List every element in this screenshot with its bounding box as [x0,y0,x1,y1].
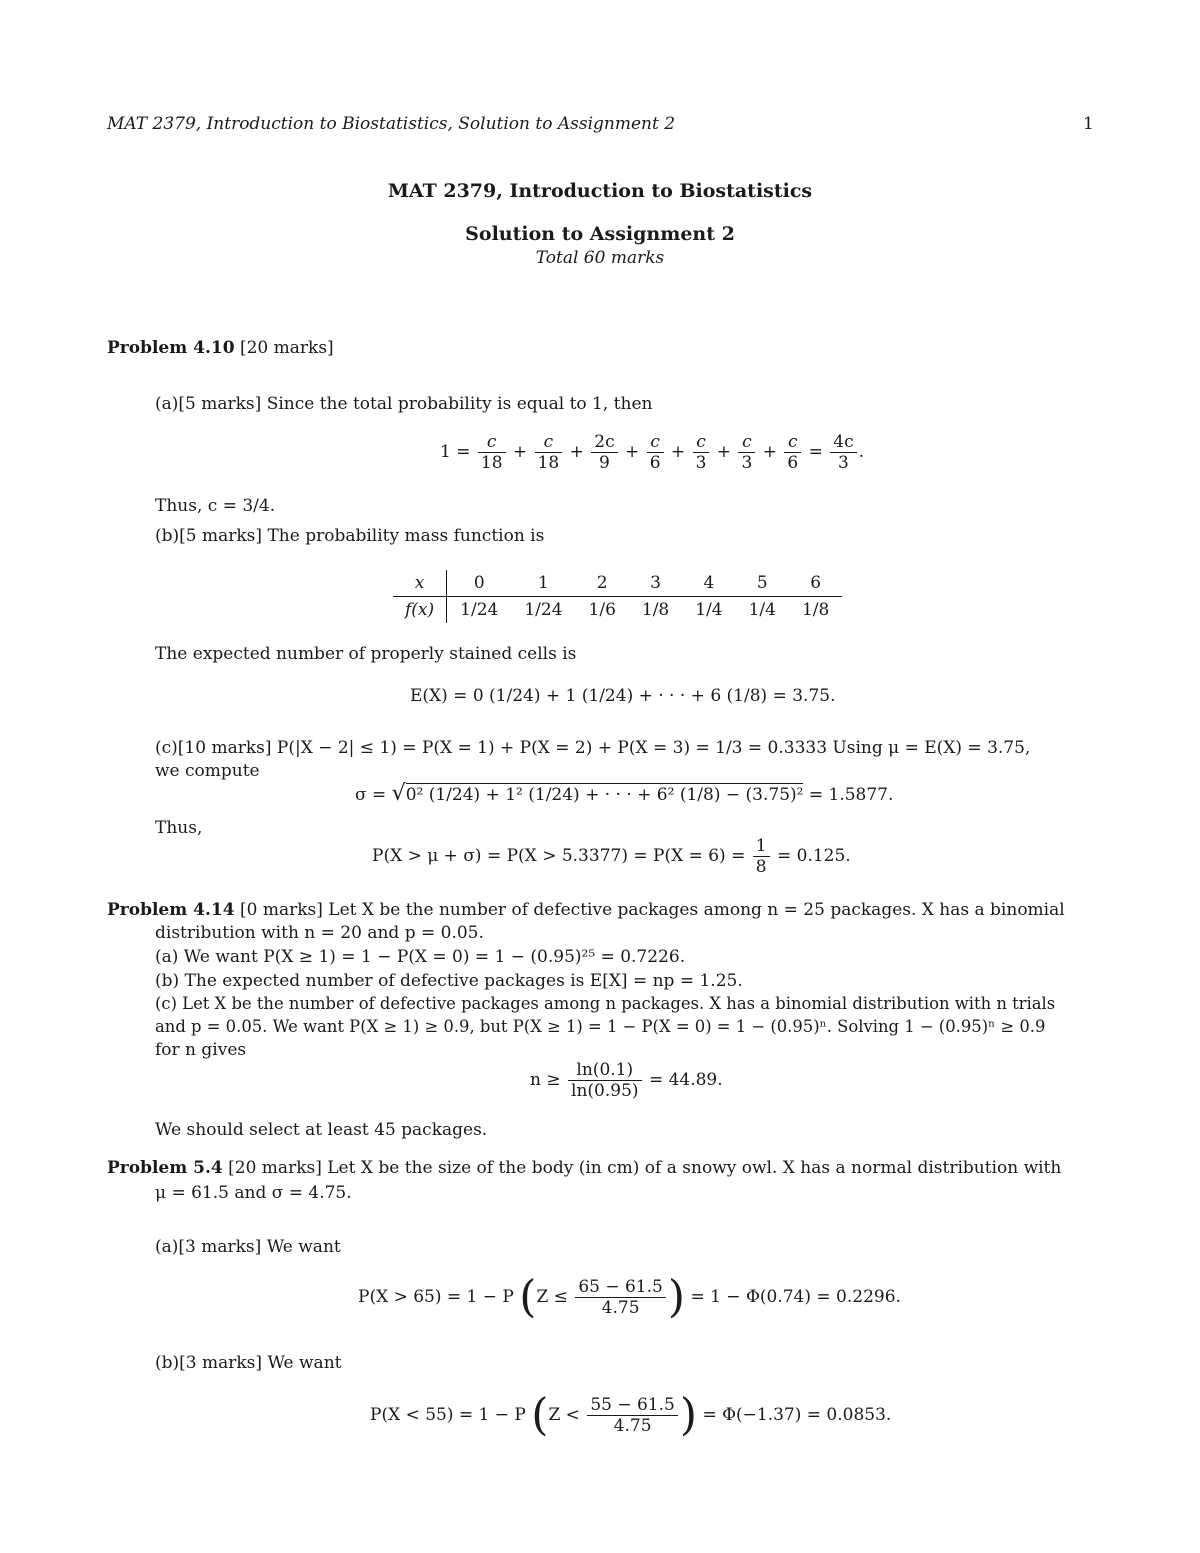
ineq-rhs: = 44.89. [648,1070,723,1090]
fraction: $\frac{c}{3}$ [738,432,755,473]
part-b-label: (b)[3 marks] [155,1353,263,1373]
conclusion: We should select at least 45 packages. [155,1120,488,1140]
problem-4-14-heading [107,900,1065,920]
problem-intro-2: distribution with n = 20 and p = 0.05. [155,923,484,943]
problem-title: Problem 4.14 [107,900,235,920]
fraction: $\frac{c}{3}$ [693,432,710,473]
owl-equation-b: P(X < 55) = 1 − P (Z < $\frac{55 - 61.5}{4.75}$ ) = Φ(−1.37) = 0.0853. [370,1389,892,1441]
eq-lhs: P(X > 65) = 1 − P [358,1287,514,1307]
part-c-text-2: we compute [155,761,260,781]
pmf-table [393,570,842,623]
part-a-label: (a)[5 marks] [155,394,262,414]
fraction: $\frac{65 - 61.5}{4.75}$ [575,1277,666,1318]
table-cell: 1/24 [460,600,499,620]
part-a-line [155,394,652,414]
ineq-lhs: n ≥ [530,1070,561,1090]
table-cell: 1/8 [801,600,830,620]
thus-2: Thus, [155,818,203,838]
eq-lhs: 1 = [440,442,471,462]
part-b-text: The probability mass function is [267,526,545,546]
fraction: $\frac{55 - 61.5}{4.75}$ [587,1395,678,1436]
table-cell: 1 [511,570,575,597]
table-row [393,570,842,597]
total-probability-equation: 1 = $\frac{c}{18}$ + $\frac{c}{18}$ + $\frac{2c}{9}$ + $\frac{c}{6}$ + $\frac{c}{3}$ + $\frac{c}{3}$ + $\frac{c}{6}$ = $\frac{4c}{3}$ . [440,432,864,473]
problem-intro: Let X be the number of defective packages among n = 25 packages. X has a binomial [328,900,1065,920]
problem-5-4-heading [107,1158,1061,1178]
part-a-text: We want [266,1237,341,1257]
sigma-equation: σ = √0² (1/24) + 1² (1/24) + · · · + 6² (1/8) − (3.75)² = 1.5877. [355,781,894,806]
table-cell: 1/6 [588,600,616,620]
table-cell: f(x) [393,597,447,624]
part-c-text: P(|X − 2| ≤ 1) = P(X = 1) + P(X = 2) + P(X = 3) = 1/3 = 0.3333 Using μ = E(X) = 3.75, [276,738,1031,758]
problem-marks: [20 marks] [239,338,334,358]
sigma-radicand: 0² (1/24) + 1² (1/24) + · · · + 6² (1/8) − (3.75)² [405,785,804,805]
table-cell: x [393,570,447,597]
problem-intro-2: μ = 61.5 and σ = 4.75. [155,1183,352,1203]
sigma-rhs: = 1.5877. [803,785,894,805]
table-cell: 5 [736,570,789,597]
total-marks: Total 60 marks [535,248,665,268]
part-a-text: (a) We want P(X ≥ 1) = 1 − P(X = 0) = 1 − (0.95)²⁵ = 0.7226. [155,947,686,967]
fraction: $\frac{4c}{3}$ [830,432,856,473]
fraction: $\frac{c}{6}$ [647,432,664,473]
eq-inner: Z ≤ [536,1287,568,1307]
eq-rhs: = 1 − Φ(0.74) = 0.2296. [690,1287,901,1307]
final-equation [372,836,851,877]
problem-4-10-heading [107,338,334,358]
part-c-label: (c)[10 marks] [155,738,272,758]
pmf-table-wrap [393,570,842,623]
part-b-text: We want [267,1353,342,1373]
eq-inner: Z < [548,1405,580,1425]
expected-text: The expected number of properly stained cells is [155,644,577,664]
final-lhs: P(X > μ + σ) = P(X > 5.3377) = P(X = 6) = [372,846,746,866]
fraction: $\frac{c}{18}$ [535,432,563,473]
owl-equation-a: P(X > 65) = 1 − P (Z ≤ $\frac{65 - 61.5}{4.75}$ ) = 1 − Φ(0.74) = 0.2296. [358,1271,901,1323]
thus-c: Thus, c = 3/4. [155,496,276,516]
table-cell: 1/8 [641,600,670,620]
inequality [530,1060,723,1101]
part-b-label: (b)[5 marks] [155,526,263,546]
part-a-label: (a)[3 marks] [155,1237,262,1257]
document-title: MAT 2379, Introduction to Biostatistics [387,180,813,202]
part-c-text: (c) Let X be the number of defective packages among n packages. X has a binomial distribution with n trials [155,994,1056,1013]
fraction: $\frac{1}{8}$ [753,836,770,877]
problem-intro: Let X be the size of the body (in cm) of a snowy owl. X has a normal distribution with [327,1158,1062,1178]
table-cell: 2 [576,570,629,597]
problem-marks: [20 marks] [228,1158,322,1178]
part-b-line [155,526,544,546]
fraction: $\frac{c}{6}$ [784,432,801,473]
table-row [393,597,842,624]
table-cell: 1/4 [748,600,776,620]
problem-title: Problem 5.4 [107,1158,223,1178]
document-subtitle: Solution to Assignment 2 [465,223,735,245]
eq-rhs: = Φ(−1.37) = 0.0853. [702,1405,892,1425]
part-c-text-2: and p = 0.05. We want P(X ≥ 1) ≥ 0.9, but P(X ≥ 1) = 1 − P(X = 0) = 1 − (0.95)ⁿ. Solving 1 − (0.95)ⁿ ≥ 0.9 [155,1017,1046,1036]
expected-equation: E(X) = 0 (1/24) + 1 (1/24) + · · · + 6 (1/8) = 3.75. [410,686,836,706]
sigma-lhs: σ = [355,785,392,805]
page-number: 1 [1083,114,1094,134]
part-a-text: Since the total probability is equal to 1, then [266,394,653,414]
running-header: MAT 2379, Introduction to Biostatistics, Solution to Assignment 2 [107,114,676,134]
fraction: $\frac{2c}{9}$ [591,432,617,473]
part-b-text: (b) The expected number of defective packages is E[X] = np = 1.25. [155,971,743,991]
part-b-line [155,1353,341,1373]
table-cell: 0 [447,570,512,597]
part-c-line [155,738,1030,758]
fraction: $\frac{\ln(0.1)}{\ln(0.95)}$ [568,1060,642,1101]
table-cell: 1/24 [524,600,563,620]
table-cell: 3 [629,570,682,597]
part-a-line [155,1237,341,1257]
table-cell: 6 [789,570,842,597]
table-cell: 1/4 [695,600,723,620]
problem-marks: [0 marks] [239,900,323,920]
final-rhs: = 0.125. [776,846,851,866]
part-c-text-3: for n gives [155,1040,247,1060]
table-cell: 4 [682,570,735,597]
eq-lhs: P(X < 55) = 1 − P [370,1405,526,1425]
problem-title: Problem 4.10 [107,338,235,358]
fraction: $\frac{c}{18}$ [478,432,506,473]
